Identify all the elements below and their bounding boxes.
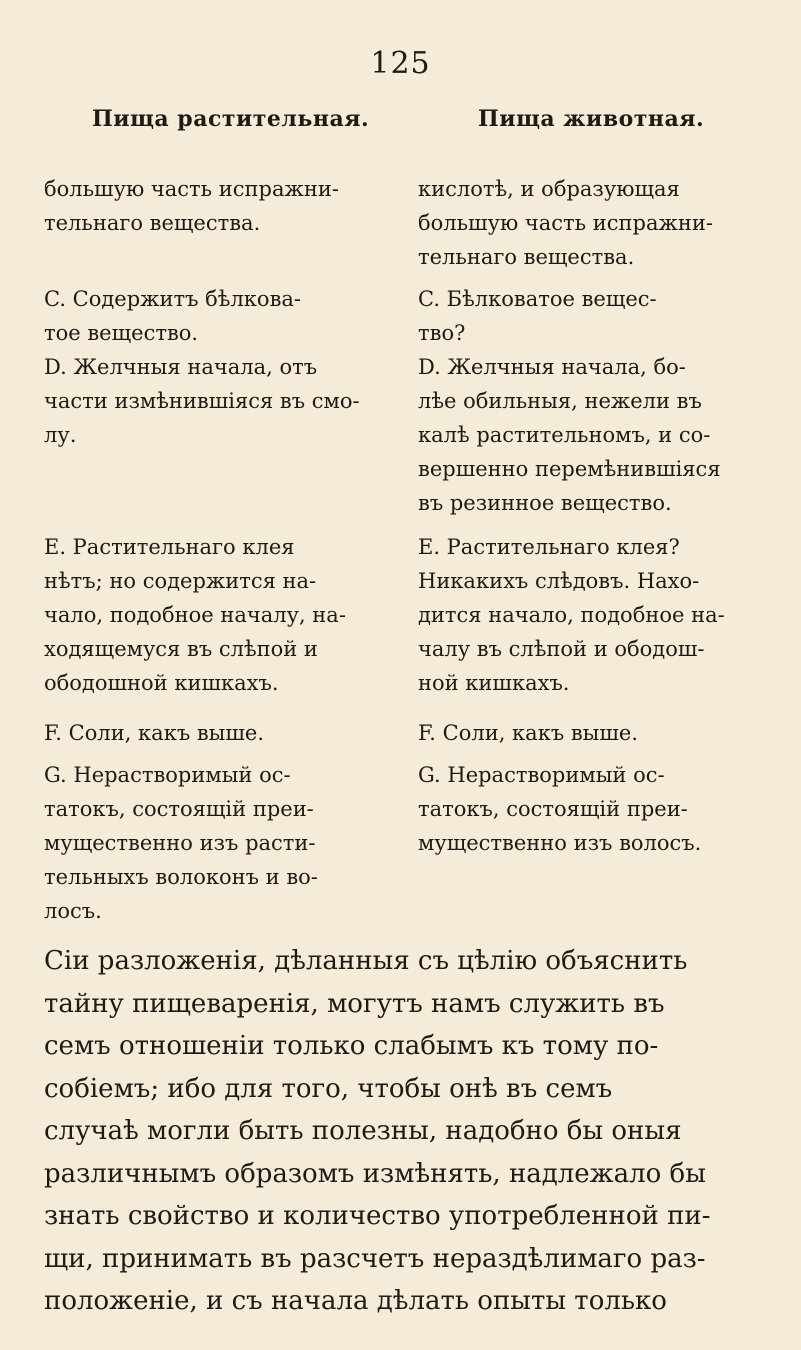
text-line: части измѣнившіяся въ смо-	[44, 389, 360, 413]
text-line: C. Бѣлковатое вещес-	[418, 287, 657, 311]
text-line: собіемъ; ибо для того, чтобы онѣ въ семъ	[44, 1073, 613, 1104]
text-line: мущественно изъ волосъ.	[418, 831, 702, 855]
text-line: положеніе, и съ начала дѣлать опыты только	[44, 1286, 667, 1316]
text-line: тельнаго вещества.	[44, 211, 261, 235]
text-line: мущественно изъ расти-	[44, 831, 316, 855]
text-line: тво?	[418, 321, 466, 345]
text-line: тое вещество.	[44, 321, 199, 345]
text-line: Никакихъ слѣдовъ. Нахо-	[418, 569, 700, 593]
text-line: калѣ растительномъ, и со-	[418, 423, 711, 447]
right-column-entry	[418, 282, 770, 350]
body-paragraph	[44, 940, 764, 1323]
text-line: E. Растительнаго клея	[44, 535, 295, 559]
text-line: семъ отношеніи только слабымъ къ тому по-	[44, 1031, 659, 1061]
text-line: G. Нерастворимый ос-	[44, 763, 291, 787]
text-line: въ резинное вещество.	[418, 491, 672, 515]
left-column-entry	[44, 530, 396, 700]
text-line: тайну пищеваренія, могутъ намъ служить въ	[44, 988, 665, 1019]
right-column-entry	[418, 758, 770, 860]
text-line: G. Нерастворимый ос-	[418, 763, 665, 787]
text-line: большую часть испражни-	[418, 211, 713, 235]
right-column-header: Пища животная.	[478, 106, 705, 132]
left-column-entry	[44, 350, 396, 452]
right-column-entry	[418, 716, 770, 750]
text-line: E. Растительнаго клея?	[418, 535, 680, 559]
text-line: нѣтъ; но содержится на-	[44, 569, 317, 593]
text-line: чало, подобное началу, на-	[44, 603, 346, 627]
text-line: различнымъ образомъ измѣнять, надлежало бы	[44, 1158, 706, 1189]
text-line: щи, принимать въ разсчетъ нераздѣлимаго раз-	[44, 1243, 706, 1274]
text-line: тельныхъ волоконъ и во-	[44, 865, 318, 889]
text-line: кислотѣ, и образующая	[418, 177, 680, 201]
text-line: ной кишкахъ.	[418, 671, 570, 695]
text-line: C. Содержитъ бѣлкова-	[44, 287, 302, 311]
right-column-entry	[418, 530, 770, 700]
left-column-entry	[44, 758, 396, 928]
text-line: татокъ, состоящій преи-	[44, 797, 314, 821]
text-line: D. Желчныя начала, бо-	[418, 355, 686, 379]
text-line: Сіи разложенія, дѣланныя съ цѣлію объяснить	[44, 946, 688, 976]
left-column-header: Пища растительная.	[92, 106, 370, 132]
text-line: лѣе обильныя, нежели въ	[418, 389, 702, 413]
text-line: большую часть испражни-	[44, 177, 339, 201]
left-column-entry	[44, 716, 396, 750]
text-line: ободошной кишкахъ.	[44, 671, 279, 695]
text-line: лосъ.	[44, 899, 102, 923]
text-line: знать свойство и количество употребленной пи-	[44, 1201, 711, 1231]
left-column-entry	[44, 172, 396, 240]
text-line: случаѣ могли быть полезны, надобно бы оныя	[44, 1116, 682, 1146]
right-column-entry	[418, 350, 770, 520]
text-line: F. Соли, какъ выше.	[418, 721, 639, 745]
right-column-entry	[418, 172, 770, 274]
text-line: ходящемуся въ слѣпой и	[44, 637, 318, 661]
text-line: D. Желчныя начала, отъ	[44, 355, 318, 379]
text-line: чалу въ слѣпой и ободош-	[418, 637, 705, 661]
text-line: F. Соли, какъ выше.	[44, 721, 265, 745]
text-line: лу.	[44, 423, 77, 447]
text-line: дится начало, подобное на-	[418, 603, 725, 627]
text-line: тельнаго вещества.	[418, 245, 635, 269]
page-number: 125	[370, 46, 431, 81]
text-line: вершенно перемѣнившіяся	[418, 457, 721, 481]
text-line: татокъ, состоящій преи-	[418, 797, 688, 821]
left-column-entry	[44, 282, 396, 350]
